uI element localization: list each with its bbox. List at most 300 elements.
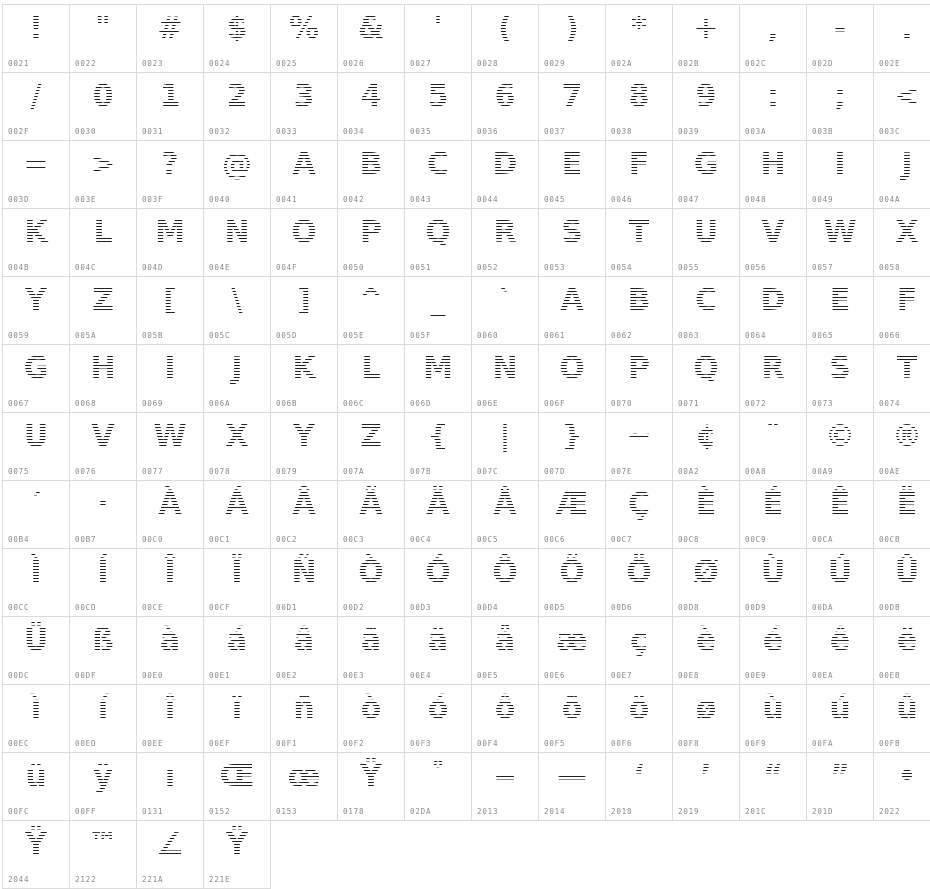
character-cell[interactable] — [271, 685, 338, 753]
character-cell[interactable] — [539, 209, 606, 277]
character-cell[interactable] — [204, 209, 271, 277]
glyph-codepoint: 0074 — [874, 399, 930, 408]
character-cell[interactable] — [70, 277, 137, 345]
character-cell[interactable] — [539, 5, 606, 73]
character-cell[interactable] — [3, 209, 70, 277]
character-cell[interactable] — [137, 685, 204, 753]
character-cell[interactable] — [673, 413, 740, 481]
character-cell[interactable] — [874, 5, 930, 73]
character-cell[interactable] — [673, 345, 740, 413]
character-cell[interactable] — [874, 141, 930, 209]
glyph-codepoint: 0055 — [673, 263, 739, 272]
glyph-preview — [338, 143, 404, 187]
glyph-codepoint: 002F — [3, 127, 69, 136]
character-cell[interactable] — [271, 345, 338, 413]
character-cell[interactable] — [338, 617, 405, 685]
glyph-codepoint: 007B — [405, 467, 471, 476]
character-cell[interactable] — [606, 209, 673, 277]
character-cell[interactable] — [472, 617, 539, 685]
character-cell[interactable] — [472, 753, 539, 821]
character-cell[interactable] — [740, 73, 807, 141]
glyph-codepoint: 0033 — [271, 127, 337, 136]
character-cell[interactable] — [405, 345, 472, 413]
glyph-preview — [740, 415, 806, 459]
character-cell[interactable] — [338, 277, 405, 345]
character-cell[interactable] — [3, 413, 70, 481]
glyph-codepoint: 2022 — [874, 807, 930, 816]
character-cell[interactable] — [539, 413, 606, 481]
glyph-codepoint: 2044 — [3, 875, 69, 884]
character-cell[interactable] — [539, 549, 606, 617]
character-cell[interactable] — [874, 345, 930, 413]
character-cell[interactable] — [70, 345, 137, 413]
character-cell[interactable] — [70, 413, 137, 481]
glyph-character: ú — [828, 687, 851, 731]
character-cell[interactable] — [137, 5, 204, 73]
character-cell[interactable] — [3, 617, 70, 685]
character-cell[interactable] — [539, 753, 606, 821]
character-cell[interactable] — [70, 141, 137, 209]
character-cell[interactable] — [204, 5, 271, 73]
glyph-codepoint: 0041 — [271, 195, 337, 204]
glyph-character: G — [23, 347, 50, 391]
character-cell[interactable] — [137, 277, 204, 345]
character-cell[interactable] — [740, 5, 807, 73]
character-cell[interactable] — [405, 617, 472, 685]
glyph-codepoint: 0063 — [673, 331, 739, 340]
character-cell[interactable] — [338, 549, 405, 617]
character-cell[interactable] — [3, 141, 70, 209]
character-cell[interactable] — [807, 549, 874, 617]
character-cell[interactable] — [3, 277, 70, 345]
character-cell[interactable] — [405, 549, 472, 617]
character-cell[interactable] — [204, 73, 271, 141]
glyph-codepoint: 002B — [673, 59, 739, 68]
glyph-codepoint: 00CC — [3, 603, 69, 612]
glyph-character: 3 — [293, 75, 316, 119]
character-map-row — [3, 141, 930, 209]
character-cell[interactable] — [3, 821, 70, 889]
character-cell[interactable] — [405, 73, 472, 141]
glyph-character: 8 — [628, 75, 651, 119]
glyph-codepoint: 002E — [874, 59, 930, 68]
character-cell[interactable] — [807, 617, 874, 685]
character-cell[interactable] — [673, 5, 740, 73]
character-cell[interactable] — [539, 685, 606, 753]
character-cell[interactable] — [70, 685, 137, 753]
character-cell[interactable] — [740, 209, 807, 277]
glyph-preview — [606, 143, 672, 187]
character-cell[interactable] — [673, 685, 740, 753]
character-cell[interactable] — [405, 753, 472, 821]
glyph-character: ó — [427, 687, 450, 731]
character-map-row — [3, 73, 930, 141]
character-cell[interactable] — [740, 141, 807, 209]
character-cell[interactable] — [271, 413, 338, 481]
character-cell[interactable] — [472, 5, 539, 73]
glyph-character: ì — [30, 687, 42, 731]
character-cell[interactable] — [673, 549, 740, 617]
character-cell[interactable] — [338, 5, 405, 73]
character-cell[interactable] — [137, 413, 204, 481]
glyph-preview — [740, 279, 806, 323]
character-cell[interactable] — [70, 617, 137, 685]
glyph-preview — [271, 755, 337, 799]
character-cell[interactable] — [874, 73, 930, 141]
glyph-character: 9 — [695, 75, 718, 119]
character-cell[interactable] — [70, 5, 137, 73]
glyph-codepoint: 00E5 — [472, 671, 538, 680]
glyph-codepoint: 00E9 — [740, 671, 806, 680]
character-cell[interactable] — [338, 413, 405, 481]
character-cell[interactable] — [539, 345, 606, 413]
character-cell[interactable] — [807, 209, 874, 277]
character-cell[interactable] — [472, 481, 539, 549]
glyph-codepoint: 0037 — [539, 127, 605, 136]
character-cell[interactable] — [3, 753, 70, 821]
character-cell[interactable] — [740, 617, 807, 685]
glyph-preview — [137, 551, 203, 595]
character-cell[interactable] — [70, 753, 137, 821]
character-cell[interactable] — [673, 141, 740, 209]
glyph-preview — [405, 7, 471, 51]
glyph-preview — [271, 143, 337, 187]
glyph-codepoint: 005E — [338, 331, 404, 340]
character-cell[interactable] — [807, 5, 874, 73]
glyph-codepoint: 003E — [70, 195, 136, 204]
glyph-preview — [405, 279, 471, 323]
character-cell[interactable] — [3, 73, 70, 141]
character-cell[interactable] — [70, 73, 137, 141]
character-cell[interactable] — [70, 821, 137, 889]
character-cell[interactable] — [405, 685, 472, 753]
character-cell[interactable] — [405, 141, 472, 209]
character-cell[interactable] — [472, 141, 539, 209]
glyph-preview — [405, 75, 471, 119]
character-cell[interactable] — [338, 753, 405, 821]
glyph-codepoint: 00DC — [3, 671, 69, 680]
character-cell[interactable] — [204, 413, 271, 481]
glyph-preview — [606, 687, 672, 731]
glyph-preview — [472, 211, 538, 255]
glyph-preview — [137, 143, 203, 187]
glyph-character: ô — [494, 687, 517, 731]
glyph-codepoint: 00CE — [137, 603, 203, 612]
character-cell[interactable] — [137, 617, 204, 685]
character-cell[interactable] — [3, 685, 70, 753]
glyph-codepoint: 00E8 — [673, 671, 739, 680]
character-cell[interactable] — [472, 277, 539, 345]
character-cell[interactable] — [807, 141, 874, 209]
glyph-character: { — [426, 415, 449, 459]
character-cell[interactable] — [539, 141, 606, 209]
glyph-preview — [807, 211, 873, 255]
character-cell[interactable] — [405, 209, 472, 277]
character-cell[interactable] — [338, 685, 405, 753]
glyph-preview — [338, 687, 404, 731]
character-cell[interactable] — [539, 73, 606, 141]
character-cell[interactable] — [204, 277, 271, 345]
character-cell[interactable] — [673, 617, 740, 685]
glyph-codepoint: 002D — [807, 59, 873, 68]
glyph-codepoint: 00C5 — [472, 535, 538, 544]
glyph-codepoint: 0025 — [271, 59, 337, 68]
character-cell[interactable] — [3, 5, 70, 73]
character-cell[interactable] — [740, 277, 807, 345]
character-cell[interactable] — [673, 277, 740, 345]
character-cell[interactable] — [405, 481, 472, 549]
character-cell[interactable] — [3, 345, 70, 413]
character-cell[interactable] — [405, 277, 472, 345]
glyph-preview — [874, 483, 930, 527]
character-cell[interactable] — [137, 209, 204, 277]
glyph-preview — [271, 347, 337, 391]
glyph-character: ∠ — [156, 823, 185, 867]
glyph-codepoint: 0023 — [137, 59, 203, 68]
glyph-character: ™ — [87, 823, 119, 867]
glyph-preview — [204, 755, 270, 799]
character-cell[interactable] — [472, 685, 539, 753]
character-cell[interactable] — [204, 141, 271, 209]
character-cell[interactable] — [472, 549, 539, 617]
character-cell[interactable] — [874, 549, 930, 617]
glyph-character: · — [96, 483, 109, 527]
glyph-character: Ë — [896, 483, 919, 527]
glyph-character: Â — [291, 483, 316, 527]
character-cell[interactable] — [137, 141, 204, 209]
character-cell[interactable] — [137, 481, 204, 549]
glyph-codepoint: 0036 — [472, 127, 538, 136]
glyph-character: ñ — [292, 687, 315, 731]
glyph-preview — [740, 347, 806, 391]
glyph-preview — [3, 755, 69, 799]
character-cell[interactable] — [271, 481, 338, 549]
character-cell[interactable] — [606, 753, 673, 821]
glyph-codepoint: 201D — [807, 807, 873, 816]
character-cell[interactable] — [606, 413, 673, 481]
glyph-codepoint: 0071 — [673, 399, 739, 408]
character-cell[interactable] — [472, 413, 539, 481]
character-cell[interactable] — [405, 413, 472, 481]
character-cell[interactable] — [204, 685, 271, 753]
character-cell[interactable] — [807, 73, 874, 141]
character-cell[interactable] — [137, 821, 204, 889]
glyph-codepoint: 006D — [405, 399, 471, 408]
character-cell[interactable] — [740, 481, 807, 549]
glyph-preview — [539, 483, 605, 527]
glyph-preview — [137, 619, 203, 663]
glyph-codepoint: 005F — [405, 331, 471, 340]
glyph-character: D — [492, 143, 519, 187]
character-cell[interactable] — [204, 481, 271, 549]
character-cell[interactable] — [606, 685, 673, 753]
glyph-character: L — [92, 211, 113, 255]
glyph-preview — [3, 551, 69, 595]
glyph-codepoint: 0048 — [740, 195, 806, 204]
glyph-character: Á — [224, 483, 249, 527]
glyph-character: û — [895, 687, 918, 731]
character-cell[interactable] — [874, 413, 930, 481]
character-cell[interactable] — [338, 209, 405, 277]
glyph-preview — [204, 279, 270, 323]
glyph-character: K — [23, 211, 48, 255]
glyph-character: Ò — [357, 551, 385, 595]
glyph-codepoint: 00FA — [807, 739, 873, 748]
glyph-character: Õ — [558, 551, 586, 595]
character-cell[interactable] — [606, 549, 673, 617]
character-cell[interactable] — [807, 413, 874, 481]
character-cell[interactable] — [673, 753, 740, 821]
character-cell[interactable] — [740, 345, 807, 413]
character-cell[interactable] — [137, 549, 204, 617]
glyph-codepoint: 0058 — [874, 263, 930, 272]
character-cell[interactable] — [807, 753, 874, 821]
glyph-codepoint: 0153 — [271, 807, 337, 816]
character-cell[interactable] — [271, 73, 338, 141]
character-cell[interactable] — [740, 685, 807, 753]
glyph-preview — [539, 7, 605, 51]
character-cell[interactable] — [204, 821, 271, 889]
glyph-codepoint: 00FC — [3, 807, 69, 816]
glyph-character: 5 — [427, 75, 450, 119]
glyph-preview — [70, 483, 136, 527]
character-cell[interactable] — [807, 685, 874, 753]
character-cell[interactable] — [874, 685, 930, 753]
character-cell[interactable] — [874, 209, 930, 277]
character-cell[interactable] — [606, 277, 673, 345]
character-cell[interactable] — [740, 753, 807, 821]
glyph-codepoint: 0043 — [405, 195, 471, 204]
glyph-preview — [539, 279, 605, 323]
character-cell[interactable] — [606, 617, 673, 685]
character-cell[interactable] — [874, 481, 930, 549]
character-cell[interactable] — [204, 345, 271, 413]
glyph-codepoint: 0038 — [606, 127, 672, 136]
glyph-character: ö — [628, 687, 651, 731]
glyph-preview — [539, 75, 605, 119]
character-cell[interactable] — [539, 481, 606, 549]
character-cell[interactable] — [204, 617, 271, 685]
character-cell[interactable] — [338, 141, 405, 209]
character-cell[interactable] — [271, 753, 338, 821]
character-cell[interactable] — [204, 549, 271, 617]
character-cell[interactable] — [338, 481, 405, 549]
character-cell[interactable] — [137, 73, 204, 141]
character-cell[interactable] — [807, 277, 874, 345]
character-cell[interactable] — [807, 345, 874, 413]
character-cell[interactable] — [740, 413, 807, 481]
glyph-codepoint: 0075 — [3, 467, 69, 476]
glyph-character: Q — [424, 211, 452, 255]
character-cell[interactable] — [539, 617, 606, 685]
character-cell[interactable] — [137, 345, 204, 413]
glyph-codepoint: 00F2 — [338, 739, 404, 748]
glyph-codepoint: 00C3 — [338, 535, 404, 544]
character-cell[interactable] — [807, 481, 874, 549]
glyph-codepoint: 004F — [271, 263, 337, 272]
glyph-character: ç — [629, 619, 649, 663]
character-cell[interactable] — [271, 277, 338, 345]
character-cell[interactable] — [874, 277, 930, 345]
character-cell[interactable] — [539, 277, 606, 345]
character-cell[interactable] — [472, 73, 539, 141]
glyph-character: _ — [430, 279, 447, 323]
glyph-character: V — [90, 415, 115, 459]
glyph-codepoint: 003D — [3, 195, 69, 204]
character-cell[interactable] — [271, 141, 338, 209]
glyph-preview — [740, 551, 806, 595]
glyph-preview — [338, 347, 404, 391]
glyph-character: ( — [497, 7, 513, 51]
character-cell[interactable] — [874, 753, 930, 821]
character-cell[interactable] — [606, 73, 673, 141]
glyph-character: \ — [231, 279, 244, 323]
character-cell[interactable] — [70, 209, 137, 277]
glyph-character: Î — [163, 551, 176, 595]
glyph-codepoint: 0029 — [539, 59, 605, 68]
glyph-preview — [137, 687, 203, 731]
character-cell[interactable] — [338, 345, 405, 413]
glyph-codepoint: 004C — [70, 263, 136, 272]
glyph-character: J — [900, 143, 913, 187]
glyph-preview — [472, 483, 538, 527]
character-cell[interactable] — [3, 549, 70, 617]
empty-cell — [271, 821, 338, 889]
character-cell[interactable] — [606, 481, 673, 549]
glyph-character: Ø — [692, 551, 720, 595]
glyph-preview — [472, 755, 538, 799]
glyph-codepoint: 0077 — [137, 467, 203, 476]
character-cell[interactable] — [606, 141, 673, 209]
glyph-character: K — [291, 347, 316, 391]
character-cell[interactable] — [673, 481, 740, 549]
glyph-codepoint: 0051 — [405, 263, 471, 272]
character-cell[interactable] — [3, 481, 70, 549]
glyph-preview — [539, 755, 605, 799]
character-cell[interactable] — [673, 73, 740, 141]
character-cell[interactable] — [70, 549, 137, 617]
character-cell[interactable] — [472, 209, 539, 277]
glyph-preview — [405, 347, 471, 391]
character-cell[interactable] — [271, 5, 338, 73]
character-cell[interactable] — [137, 753, 204, 821]
glyph-codepoint: 0035 — [405, 127, 471, 136]
glyph-codepoint: 0078 — [204, 467, 270, 476]
glyph-preview — [472, 415, 538, 459]
character-cell[interactable] — [204, 753, 271, 821]
character-cell[interactable] — [606, 5, 673, 73]
character-cell[interactable] — [271, 549, 338, 617]
character-cell[interactable] — [405, 5, 472, 73]
character-cell[interactable] — [874, 617, 930, 685]
empty-cell — [405, 821, 472, 889]
character-cell[interactable] — [70, 481, 137, 549]
glyph-character: $ — [226, 7, 249, 51]
glyph-character: ã — [360, 619, 382, 663]
glyph-preview — [874, 7, 930, 51]
glyph-preview — [606, 75, 672, 119]
glyph-preview — [137, 483, 203, 527]
character-cell[interactable] — [338, 73, 405, 141]
glyph-preview — [673, 143, 739, 187]
character-cell[interactable] — [673, 209, 740, 277]
character-cell[interactable] — [271, 617, 338, 685]
character-cell[interactable] — [606, 345, 673, 413]
glyph-character: ~ — [625, 415, 652, 459]
character-cell[interactable] — [740, 549, 807, 617]
character-cell[interactable] — [472, 345, 539, 413]
character-cell[interactable] — [271, 209, 338, 277]
